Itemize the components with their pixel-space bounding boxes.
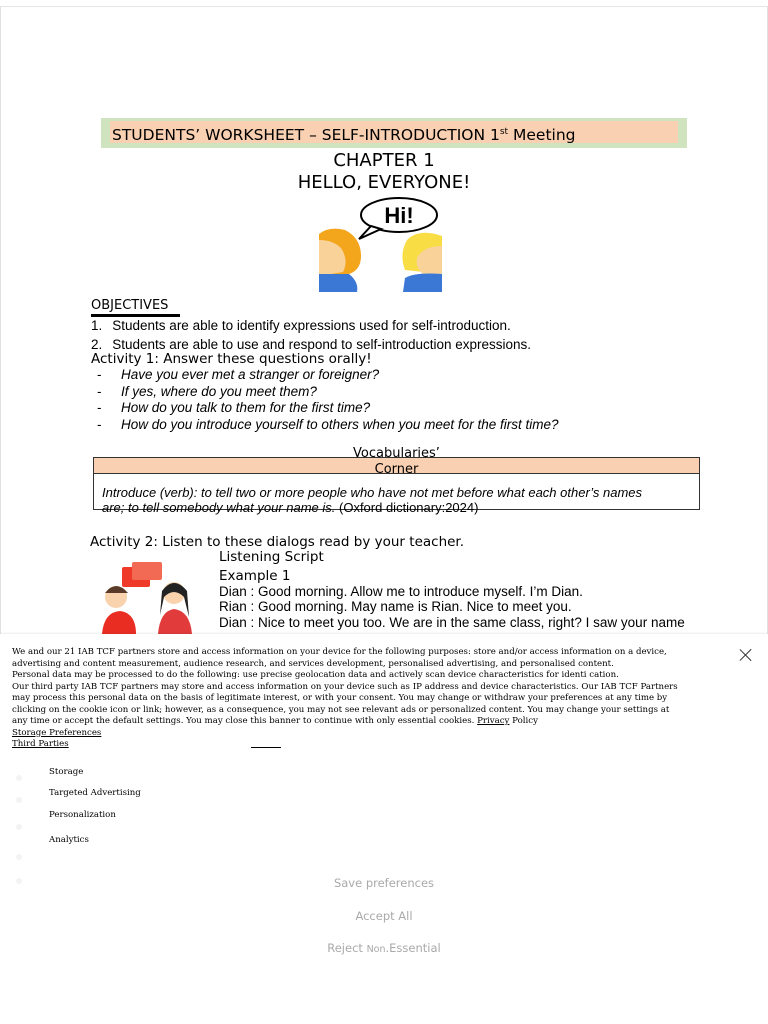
objective-number: 1. — [91, 318, 103, 333]
consent-line: We and our 21 IAB TCF partners store and access information on your device for the following purposes: store and/or access information on a device, — [12, 647, 667, 657]
preference-storage: Storage — [49, 767, 84, 777]
definition-line-2: are; to tell somebody what your name is. — [102, 500, 336, 515]
chapter-heading: CHAPTER 1 — [333, 150, 435, 171]
preference-personalization: Personalization — [49, 810, 116, 820]
objective-text: Students are able to use and respond to self-introduction expressions. — [112, 337, 532, 352]
worksheet-title-banner — [101, 118, 687, 148]
dialog-text: : Good morning. Allow me to introduce myself. I’m Dian. — [246, 584, 583, 599]
consent-line-text: any time or accept the default settings. You may close this banner to continue with only essential cookies. — [12, 716, 475, 726]
chapter-subtitle: HELLO, EVERYONE! — [297, 172, 471, 193]
dialog-text: : Good morning. May name is Rian. Nice to meet you. — [246, 599, 572, 614]
question-bullet: - — [97, 417, 102, 432]
listening-script-label: Listening Script — [219, 549, 324, 565]
accept-all-button[interactable]: Accept All — [355, 909, 413, 923]
close-icon[interactable] — [738, 647, 754, 663]
privacy-link[interactable]: Privacy — [477, 716, 510, 726]
question-2: If yes, where do you meet them? — [121, 384, 317, 399]
question-4: How do you introduce yourself to others when you meet for the first time? — [121, 417, 559, 432]
consent-line: Our third party IAB TCF partners may store and access information on your device such as IP address and device characteristics. Our IAB TCF Partners — [12, 681, 678, 692]
third-parties-link[interactable]: Third Parties — [12, 739, 69, 749]
reject-tail-label: .Essential — [385, 941, 441, 955]
example-label: Example 1 — [219, 568, 291, 584]
objective-text: Students are able to identify expressions used for self-introduction. — [112, 318, 511, 333]
dialog-speaker: Dian — [219, 615, 247, 630]
question-3: How do you talk to them for the first time? — [121, 400, 371, 415]
save-preferences-button[interactable]: Save preferences — [333, 876, 435, 890]
objective-item-2 — [91, 337, 531, 352]
worksheet-title: STUDENTS’ WORKSHEET – SELF-INTRODUCTION 1 — [112, 126, 500, 144]
consent-line: advertising and content measurement, audience research, and services development, personalised advertising, and personalised content. — [12, 658, 614, 669]
hi-illustration — [319, 196, 442, 292]
targeted-advertising-toggle[interactable] — [16, 797, 22, 803]
personalization-toggle[interactable] — [16, 824, 22, 830]
question-1: Have you ever met a stranger or foreigner? — [121, 367, 380, 382]
reject-label: Reject — [327, 941, 363, 955]
worksheet-title-tail: Meeting — [508, 126, 576, 144]
preference-analytics: Analytics — [49, 835, 89, 845]
question-bullet: - — [97, 400, 102, 415]
preference-targeted-advertising: Targeted Advertising — [49, 788, 141, 798]
reject-small-label: Non — [366, 944, 386, 955]
consent-line: Personal data may be processed to do the following: use precise geolocation data and actively scan device characteristics for identi cation. — [12, 670, 619, 680]
dialog-text: : Nice to meet you too. We are in the same class, right? I saw your name — [246, 615, 685, 630]
objectives-heading: OBJECTIVES — [91, 298, 180, 317]
definition-source: (Oxford dictionary:2024) — [335, 500, 479, 515]
cookie-consent-banner — [0, 634, 768, 1024]
consent-line — [12, 716, 712, 728]
dialog-speaker: Rian — [219, 599, 247, 614]
definition-line-1: Introduce (verb): to tell two or more people who have not met before what each other’s names — [102, 485, 643, 500]
activity-1-heading: Activity 1: Answer these questions orally! — [91, 351, 372, 367]
policy-text: Policy — [509, 716, 538, 726]
question-bullet: - — [97, 384, 102, 399]
analytics-toggle[interactable] — [16, 854, 22, 860]
consent-text — [12, 647, 712, 751]
dialog-line-1 — [219, 584, 583, 599]
objective-item-1 — [91, 318, 511, 333]
dialog-illustration — [92, 557, 200, 634]
objective-number: 2. — [91, 337, 103, 352]
dialog-line-2 — [219, 599, 572, 614]
vocabulary-corner: Corner — [374, 462, 419, 477]
vocabulary-definition — [102, 485, 642, 515]
storage-toggle[interactable] — [16, 775, 22, 781]
hi-bubble-text: Hi! — [384, 203, 414, 228]
vocabulary-title: Vocabularies’ — [353, 446, 440, 461]
question-bullet: - — [97, 367, 102, 382]
dialog-line-3 — [219, 615, 685, 630]
top-toolbar-strip — [0, 0, 768, 7]
consent-line: clicking on the cookie icon or link; however, as a consequence, you may not see relevant ads or personalized content. You may change your settings at — [12, 704, 670, 715]
reject-non-essential-button[interactable] — [0, 941, 768, 955]
divider — [251, 747, 281, 748]
worksheet-title-sup: st — [499, 127, 509, 137]
dialog-speaker: Dian — [219, 584, 247, 599]
activity-2-heading: Activity 2: Listen to these dialogs read by your teacher. — [90, 534, 465, 550]
storage-preferences-link[interactable]: Storage Preferences — [12, 727, 102, 738]
consent-line: may process this personal data on the basis of legitimate interest, or with your consent. You may change or withdraw your preferences at any time by — [12, 693, 668, 703]
